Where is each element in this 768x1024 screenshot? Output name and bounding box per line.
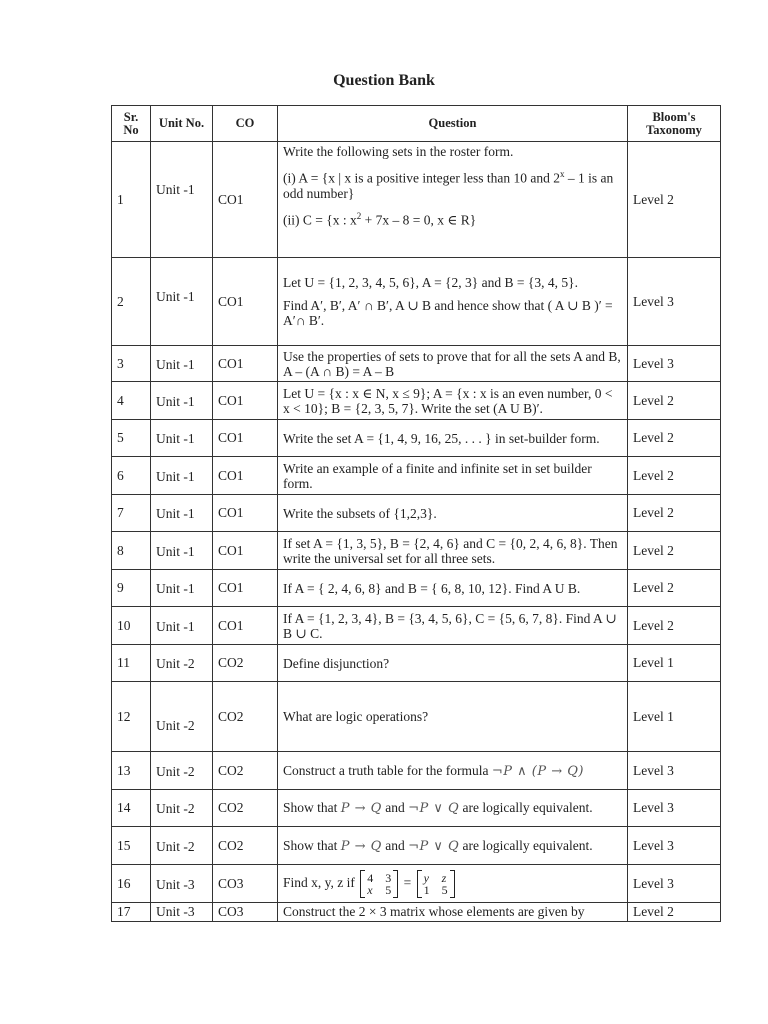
question-line: Find A′, B′, A′ ∩ B′, A ∪ B and hence show that ( A ∪ B )′ = A′∩ B′. (283, 298, 613, 328)
table-row (112, 346, 721, 382)
sr-no: 8 (112, 532, 151, 570)
question-line: Write the following sets in the roster form. (283, 144, 514, 159)
sr-no: 4 (112, 382, 151, 420)
question: If A = { 2, 4, 6, 8} and B = { 6, 8, 10, 12}. Find A U B. (278, 570, 628, 607)
sr-no: 13 (112, 752, 151, 790)
question-line: (ii) C = {x : $x^2 + 7x - 8 = 0$, x ∈ R} (283, 210, 477, 227)
sr-no: 9 (112, 570, 151, 607)
question: Construct a truth table for the formula ¬P ∧ (P → Q) (278, 752, 628, 790)
table-row (112, 682, 721, 752)
co: CO2 (213, 827, 278, 865)
sr-no: 12 (112, 682, 151, 752)
co: CO1 (213, 570, 278, 607)
bloom-level: Level 1 (628, 645, 721, 682)
bloom-level: Level 2 (628, 495, 721, 532)
unit-no: Unit -1 (151, 346, 213, 382)
co: CO2 (213, 752, 278, 790)
question: Show that P → Q and ¬P ∨ Q are logically equivalent. (278, 790, 628, 827)
unit-no: Unit -2 (151, 752, 213, 790)
unit-no: Unit -1 (151, 142, 213, 258)
bloom-level: Level 2 (628, 420, 721, 457)
co: CO1 (213, 495, 278, 532)
question: If A = {1, 2, 3, 4}, B = {3, 4, 5, 6}, C = {5, 6, 7, 8}. Find A ∪ B ∪ C. (278, 607, 628, 645)
table-row (112, 532, 721, 570)
unit-no: Unit -1 (151, 420, 213, 457)
question-line: (i) A = {x | x is a positive integer less than 10 and 2$^x$ – 1 is an odd number} (283, 169, 614, 201)
co: CO1 (213, 382, 278, 420)
co: CO1 (213, 420, 278, 457)
sr-no: 17 (112, 903, 151, 922)
bloom-level: Level 3 (628, 827, 721, 865)
formula: ¬P ∨ Q (408, 801, 460, 816)
bloom-level: Level 3 (628, 258, 721, 346)
page-title: Question Bank (333, 72, 435, 89)
bloom-level: Level 2 (628, 607, 721, 645)
header-question: Question (278, 106, 628, 142)
bloom-level: Level 3 (628, 865, 721, 903)
table-row (112, 827, 721, 865)
co: CO3 (213, 903, 278, 922)
question: Construct the 2 × 3 matrix whose elements are given by (278, 903, 628, 922)
table-row (112, 607, 721, 645)
formula: ¬P ∧ (P → Q) (491, 763, 584, 779)
unit-no: Unit -2 (151, 645, 213, 682)
bloom-level: Level 2 (628, 570, 721, 607)
bloom-level: Level 2 (628, 142, 721, 258)
bloom-level: Level 2 (628, 903, 721, 922)
unit-no: Unit -1 (151, 258, 213, 346)
co: CO3 (213, 865, 278, 903)
table-row (112, 570, 721, 607)
sr-no: 6 (112, 457, 151, 495)
table-row (112, 495, 721, 532)
question: Define disjunction? (278, 645, 628, 682)
header-unit-no: Unit No. (151, 106, 213, 142)
question-bank-table (111, 105, 721, 922)
unit-no: Unit -3 (151, 865, 213, 903)
header-sr-no: Sr. No (112, 106, 151, 142)
unit-no: Unit -1 (151, 495, 213, 532)
table-row (112, 865, 721, 903)
bloom-level: Level 2 (628, 532, 721, 570)
bloom-level: Level 1 (628, 682, 721, 752)
co: CO1 (213, 457, 278, 495)
sr-no: 10 (112, 607, 151, 645)
co: CO1 (213, 532, 278, 570)
table-row (112, 790, 721, 827)
question: Write an example of a finite and infinite set in set builder form. (278, 457, 628, 495)
formula: ¬P ∨ Q (408, 838, 460, 854)
bloom-level: Level 3 (628, 346, 721, 382)
question (278, 258, 628, 346)
question: Use the properties of sets to prove that for all the sets A and B, A – (A ∩ B) = A – B (278, 346, 628, 382)
bloom-level: Level 3 (628, 752, 721, 790)
question: Write the set A = {1, 4, 9, 16, 25, . . . } in set-builder form. (278, 420, 628, 457)
table-row (112, 258, 721, 346)
sr-no: 16 (112, 865, 151, 903)
sr-no: 11 (112, 645, 151, 682)
co: CO1 (213, 142, 278, 258)
question (278, 142, 628, 258)
unit-no: Unit -1 (151, 570, 213, 607)
unit-no: Unit -3 (151, 903, 213, 922)
header-co: CO (213, 106, 278, 142)
header-blooms-taxonomy: Bloom's Taxonomy (628, 106, 721, 142)
table-row (112, 382, 721, 420)
question: Let U = {x : x ∈ N, x ≤ 9}; A = {x : x is an even number, 0 < x < 10}; B = {2, 3, 5, 7}. Write the set (A U B)′. (278, 382, 628, 420)
unit-no: Unit -2 (151, 682, 213, 752)
formula: P → Q (340, 838, 382, 854)
bloom-level: Level 2 (628, 457, 721, 495)
unit-no: Unit -2 (151, 827, 213, 865)
formula: P → Q (340, 801, 382, 816)
bloom-level: Level 2 (628, 382, 721, 420)
co: CO1 (213, 346, 278, 382)
sr-no: 3 (112, 346, 151, 382)
unit-no: Unit -1 (151, 532, 213, 570)
co: CO2 (213, 682, 278, 752)
matrix-left: 4 3 x 5 (360, 870, 398, 898)
unit-no: Unit -1 (151, 607, 213, 645)
question: What are logic operations? (278, 682, 628, 752)
table-row (112, 903, 721, 922)
question: Write the subsets of {1,2,3}. (278, 495, 628, 532)
unit-no: Unit -2 (151, 790, 213, 827)
matrix-right: y z 1 5 (417, 870, 455, 898)
sr-no: 1 (112, 142, 151, 258)
bloom-level: Level 3 (628, 790, 721, 827)
table-row (112, 752, 721, 790)
table-row (112, 645, 721, 682)
sr-no: 14 (112, 790, 151, 827)
question: Find x, y, z if 4 3 x 5 = y z 1 5 (278, 865, 628, 903)
table-header-row (112, 106, 721, 142)
sr-no: 5 (112, 420, 151, 457)
co: CO2 (213, 645, 278, 682)
sr-no: 7 (112, 495, 151, 532)
table-row (112, 420, 721, 457)
unit-no: Unit -1 (151, 382, 213, 420)
unit-no: Unit -1 (151, 457, 213, 495)
question-line: Let U = {1, 2, 3, 4, 5, 6}, A = {2, 3} and B = {3, 4, 5}. (283, 275, 578, 290)
sr-no: 2 (112, 258, 151, 346)
question: If set A = {1, 3, 5}, B = {2, 4, 6} and C = {0, 2, 4, 6, 8}. Then write the universal set for all three sets. (278, 532, 628, 570)
table-row (112, 457, 721, 495)
co: CO1 (213, 258, 278, 346)
question: Show that P → Q and ¬P ∨ Q are logically equivalent. (278, 827, 628, 865)
sr-no: 15 (112, 827, 151, 865)
table-row (112, 142, 721, 258)
co: CO1 (213, 607, 278, 645)
co: CO2 (213, 790, 278, 827)
